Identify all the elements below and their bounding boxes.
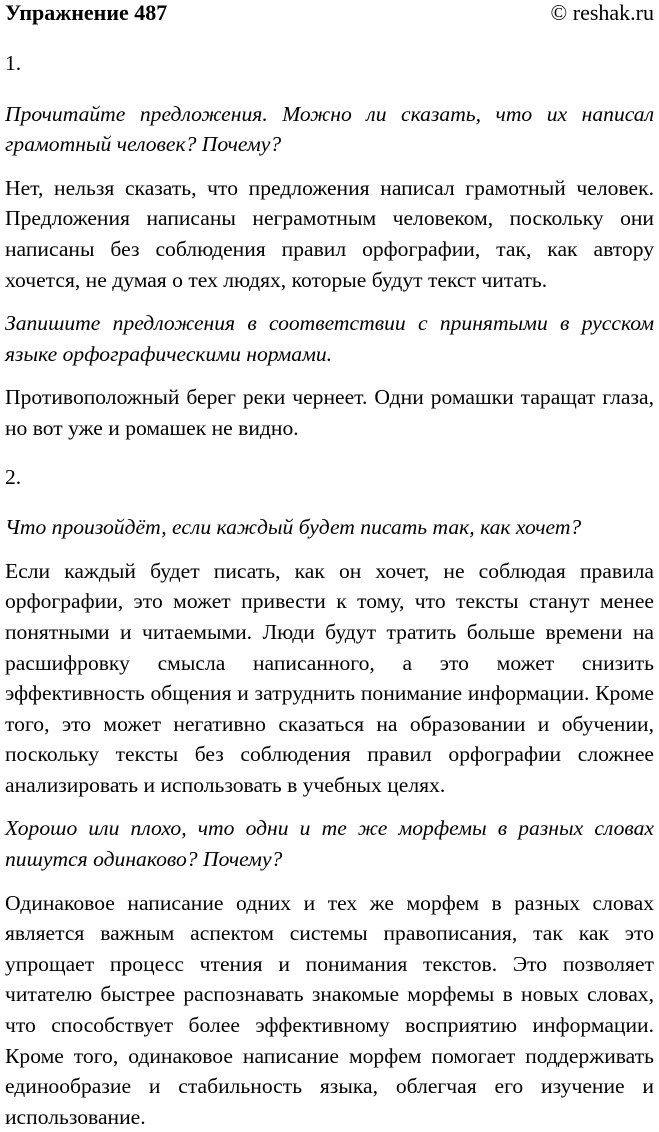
- answer-text: Противоположный берег реки чернеет. Одни ромашки таращат глаза, но вот уже и ромашек не видно.: [5, 385, 654, 440]
- question-text: Что произойдёт, если каждый будет писать так, как хочет?: [5, 515, 582, 540]
- answer-text: Нет, нельзя сказать, что предложения написал грамотный человек. Предложения написаны неграмотным человеком, поскольку они написаны без соблюдения правил орфографии, так, как автору хочется, не думая о тех людях, которые будут текст читать.: [5, 175, 654, 292]
- question-text: Прочитайте предложения. Можно ли сказать, что их написал грамотный человек? Почему?: [5, 101, 654, 157]
- question-text: Хорошо или плохо, что одни и те же морфемы в разных словах пишутся одинаково? Почему?: [5, 816, 654, 872]
- exercise-title: Упражнение 487: [5, 0, 168, 25]
- question-text: Запишите предложения в соответствии с принятыми в русском языке орфографическими нормами.: [5, 311, 654, 366]
- answer-text: Одинаковое написание одних и тех же морфем в разных словах является важным аспектом системы правописания, так как это упрощает процесс чтения и понимания текстов. Это позволяет читателю быстрее распознавать знакомые морфемы в новых словах, что способствует более эффективному восприятию информации. Кроме того, одинаковое написание морфем помогает поддерживать единообразие и стабильность языка, облегчая его изучение и использование.: [5, 890, 654, 1129]
- copyright-label: © reshak.ru: [550, 0, 654, 25]
- section-number: 1.: [5, 51, 22, 75]
- answer-text: Если каждый будет писать, как он хочет, не соблюдая правила орфографии, это может привести к тому, что тексты станут менее понятными и читаемыми. Люди будут тратить больше времени на расшифровку смысла написанного, а это может снизить эффективность общения и затруднить понимание информации. Кроме того, это может негативно сказаться на образовании и обучении, поскольку тексты без соблюдения правил орфографии сложнее анализировать и использовать в учебных целях.: [5, 558, 654, 797]
- section-number: 2.: [5, 464, 22, 489]
- page-header: [5, 0, 654, 34]
